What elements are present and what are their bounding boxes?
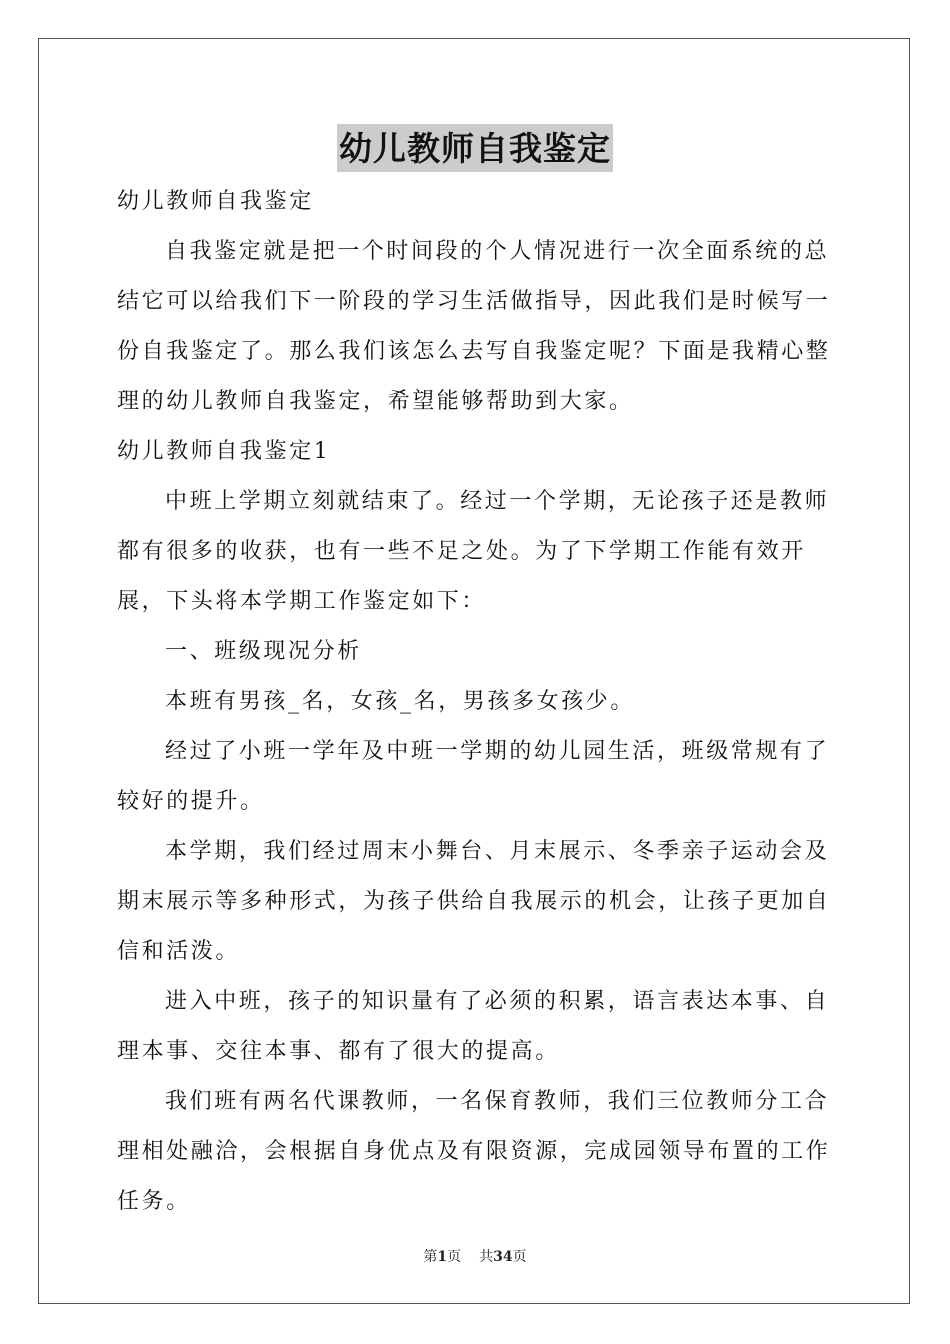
- page-number: 1: [437, 1249, 448, 1265]
- document-body: [117, 177, 837, 1227]
- subtitle-line: 幼儿教师自我鉴定: [117, 189, 314, 214]
- body-paragraph: 进入中班，孩子的知识量有了必须的积累，语言表达本事、自理本事、交往本事、都有了很大的提高。: [117, 989, 830, 1064]
- body-paragraph: 经过了小班一学年及中班一学期的幼儿园生活，班级常规有了较好的提升。: [117, 739, 830, 814]
- body-paragraph: 我们班有两名代课教师，一名保育教师，我们三位教师分工合理相处融洽，会根据自身优点及有限资源，完成园领导布置的工作任务。: [117, 1089, 831, 1214]
- page-prefix: 第: [423, 1249, 438, 1265]
- body-paragraph: 本学期，我们经过周末小舞台、月末展示、冬季亲子运动会及期末展示等多种形式，为孩子供给自我展示的机会，让孩子更加自信和活泼。: [117, 839, 831, 964]
- body-paragraph: 中班上学期立刻就结束了。经过一个学期，无论孩子还是教师都有很多的收获，也有一些不足之处。为了下学期工作能有效开展，下头将本学期工作鉴定如下：: [117, 489, 830, 614]
- intro-paragraph: 自我鉴定就是把一个时间段的个人情况进行一次全面系统的总结它可以给我们下一阶段的学习生活做指导，因此我们是时候写一份自我鉴定了。那么我们该怎么去写自我鉴定呢？下面是我精心整理的幼儿教师自我鉴定，希望能够帮助到大家。: [117, 239, 831, 414]
- page-footer: [0, 1246, 950, 1266]
- total-prefix: 共: [479, 1249, 494, 1265]
- section-heading: 幼儿教师自我鉴定1: [117, 439, 331, 464]
- body-paragraph: 本班有男孩_名，女孩_名，男孩多女孩少。: [165, 689, 636, 714]
- total-suffix: 页: [512, 1249, 527, 1265]
- page-suffix: 页: [447, 1249, 462, 1265]
- subsection-heading: 一、班级现况分析: [165, 639, 362, 664]
- document-title: 幼儿教师自我鉴定: [337, 124, 613, 172]
- title-container: [0, 124, 950, 172]
- page-total: 34: [493, 1249, 513, 1265]
